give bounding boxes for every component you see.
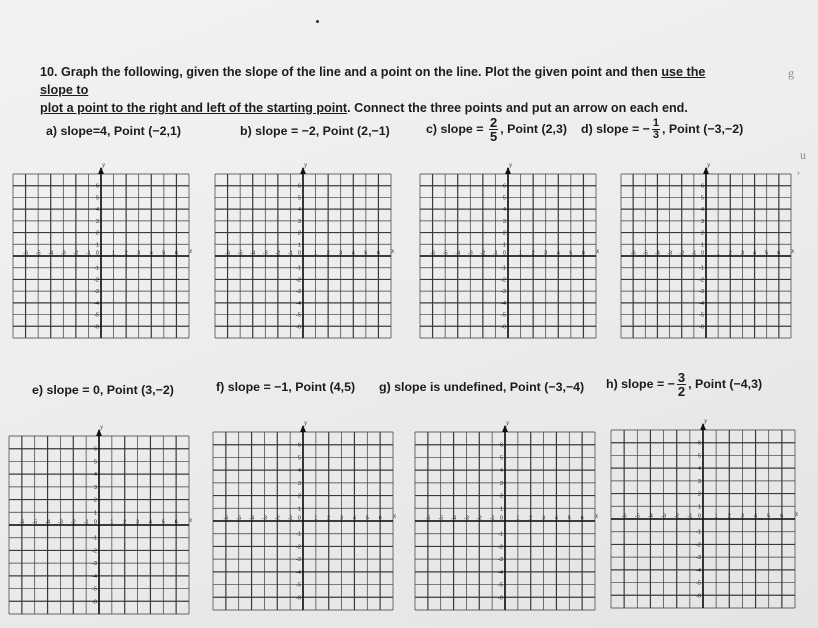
x-tick-label: 4: [554, 515, 558, 522]
x-tick-label: 3: [339, 250, 343, 257]
x-tick-label: 2: [123, 519, 127, 526]
x-tick-label: 1: [112, 250, 116, 257]
x-tick-label: -6: [225, 250, 231, 257]
y-tick-label: -5: [696, 580, 701, 587]
problem-d-suffix: , Point (−3,−2): [661, 121, 744, 136]
x-tick-label: 4: [148, 519, 152, 526]
y-tick-label: -6: [501, 324, 506, 331]
y-axis-label: y: [304, 161, 308, 169]
y-tick-label: 4: [297, 207, 301, 214]
x-tick-label: -1: [489, 515, 495, 522]
y-tick-label: 6: [697, 440, 701, 447]
y-tick-label: -2: [501, 277, 506, 284]
problem-d-denominator: 3: [652, 129, 659, 141]
y-axis-label: y: [506, 419, 510, 427]
x-tick-label: 1: [516, 515, 520, 522]
x-tick-label: 3: [137, 250, 141, 257]
origin-label: 0: [502, 250, 506, 257]
origin-label: 0: [95, 250, 99, 257]
x-tick-label: 3: [340, 515, 344, 522]
y-tick-label: 1: [297, 242, 301, 249]
x-tick-label: 2: [326, 250, 330, 257]
y-tick-label: -3: [296, 557, 301, 564]
y-axis-label: y: [509, 161, 513, 169]
graph-grid-h[interactable]: [608, 416, 798, 612]
graph-grid-e[interactable]: [6, 422, 192, 618]
x-tick-label: 4: [351, 250, 355, 257]
x-tick-label: 6: [580, 515, 584, 522]
y-tick-label: -5: [94, 312, 99, 319]
y-tick-label: -6: [92, 599, 97, 606]
y-tick-label: -2: [94, 277, 99, 284]
y-tick-label: -4: [94, 300, 99, 307]
y-tick-label: 4: [700, 207, 704, 214]
x-tick-label: -5: [35, 250, 41, 257]
y-tick-label: -1: [699, 265, 704, 272]
y-tick-label: -2: [498, 544, 503, 551]
y-tick-label: 2: [93, 497, 97, 504]
y-tick-label: -4: [498, 569, 503, 576]
origin-label: 0: [297, 250, 301, 257]
problem-c-label: [426, 116, 567, 143]
y-tick-label: -5: [501, 312, 506, 319]
y-tick-label: 1: [502, 242, 506, 249]
y-tick-label: 5: [697, 453, 701, 460]
origin-label: 0: [697, 513, 701, 520]
x-tick-label: 1: [519, 250, 523, 257]
y-tick-label: 3: [297, 218, 301, 225]
y-tick-label: 2: [95, 230, 99, 237]
x-tick-label: -3: [661, 513, 667, 520]
y-tick-label: -5: [498, 582, 503, 589]
x-tick-label: -4: [451, 515, 457, 522]
y-tick-label: -1: [696, 529, 701, 536]
y-tick-label: -5: [296, 312, 301, 319]
x-tick-label: 6: [174, 519, 178, 526]
x-tick-label: -5: [642, 250, 648, 257]
y-tick-label: -6: [296, 595, 301, 602]
y-tick-label: -2: [296, 544, 301, 551]
y-tick-label: -1: [498, 531, 503, 538]
instructions-underlined-1: use the slope to: [40, 65, 706, 97]
y-axis-label: y: [100, 423, 104, 431]
y-tick-label: 1: [499, 506, 503, 513]
x-tick-label: -5: [442, 250, 448, 257]
y-tick-label: -4: [696, 567, 701, 574]
y-tick-label: 3: [499, 480, 503, 487]
x-tick-label: -1: [83, 519, 89, 526]
x-axis-label: x: [391, 247, 394, 255]
y-tick-label: 5: [499, 455, 503, 462]
problem-h-prefix: h) slope = −: [606, 376, 675, 391]
y-tick-label: 2: [502, 230, 506, 237]
y-tick-label: -6: [696, 593, 701, 600]
y-axis-label: y: [102, 161, 106, 169]
problem-c-numerator: 2: [489, 115, 498, 130]
x-tick-label: 6: [581, 250, 585, 257]
x-tick-label: -4: [654, 250, 660, 257]
y-tick-label: 5: [502, 195, 506, 202]
y-tick-label: 4: [697, 466, 701, 473]
x-tick-label: -6: [621, 513, 627, 520]
y-tick-label: -3: [498, 557, 503, 564]
y-tick-label: 6: [93, 446, 97, 453]
y-tick-label: -3: [696, 555, 701, 562]
graph-grid-d[interactable]: [618, 160, 794, 342]
problem-h-suffix: , Point (−4,3): [688, 376, 763, 391]
x-tick-label: 6: [378, 515, 382, 522]
x-tick-label: -5: [32, 519, 38, 526]
graph-grid-f[interactable]: [210, 418, 396, 614]
y-tick-label: 5: [297, 195, 301, 202]
x-axis-label: x: [596, 247, 599, 255]
x-tick-label: -4: [250, 250, 256, 257]
x-tick-label: 5: [364, 250, 368, 257]
x-tick-label: 5: [567, 515, 571, 522]
y-tick-label: -5: [92, 586, 97, 593]
y-tick-label: -3: [699, 289, 704, 296]
x-tick-label: -1: [691, 250, 697, 257]
y-tick-label: 6: [95, 183, 99, 190]
problem-c-denominator: 5: [489, 129, 498, 144]
origin-label: 0: [700, 250, 704, 257]
x-tick-label: 5: [569, 250, 573, 257]
y-tick-label: 4: [95, 207, 99, 214]
y-axis-label: y: [704, 417, 708, 425]
x-tick-label: -1: [287, 250, 293, 257]
x-tick-label: 2: [728, 250, 732, 257]
y-tick-label: -5: [296, 582, 301, 589]
x-tick-label: -1: [85, 250, 91, 257]
problem-d-numerator: 1: [652, 117, 659, 129]
x-tick-label: 6: [780, 513, 784, 520]
y-tick-label: -6: [699, 324, 704, 331]
x-axis-label: x: [595, 512, 598, 520]
y-tick-label: -3: [501, 289, 506, 296]
y-tick-label: 6: [499, 442, 503, 449]
y-tick-label: 1: [95, 242, 99, 249]
x-tick-label: 1: [714, 513, 718, 520]
problem-h-label: [606, 371, 762, 398]
y-tick-label: -4: [501, 300, 506, 307]
y-tick-label: -6: [498, 595, 503, 602]
x-tick-label: 2: [727, 513, 731, 520]
instructions-text-2: . Connect the three points and put an arrow on each end.: [347, 101, 688, 115]
y-tick-label: 6: [297, 183, 301, 190]
y-tick-label: 6: [502, 183, 506, 190]
graph-grid-a[interactable]: [10, 160, 192, 342]
x-tick-label: 5: [365, 515, 369, 522]
x-tick-label: 1: [110, 519, 114, 526]
x-tick-label: 4: [753, 250, 757, 257]
x-tick-label: -6: [23, 250, 29, 257]
problem-d-prefix: d) slope = −: [581, 121, 650, 136]
x-tick-label: 4: [754, 513, 758, 520]
problem-b-label: b) slope = −2, Point (2,−1): [240, 124, 390, 138]
y-tick-label: -2: [696, 542, 701, 549]
instructions-text-1: 10. Graph the following, given the slope of the line and a point on the line. Plot the given point and then: [40, 65, 662, 79]
y-tick-label: 3: [93, 484, 97, 491]
x-tick-label: -4: [45, 519, 51, 526]
x-tick-label: 3: [542, 515, 546, 522]
x-tick-label: 1: [314, 515, 318, 522]
y-tick-label: 2: [499, 493, 503, 500]
x-tick-label: -3: [261, 515, 267, 522]
x-tick-label: -3: [262, 250, 268, 257]
x-tick-label: 5: [767, 513, 771, 520]
margin-mark-u: u: [800, 148, 806, 162]
y-tick-label: 6: [700, 183, 704, 190]
problem-h-denominator: 2: [677, 384, 686, 399]
y-tick-label: 3: [95, 218, 99, 225]
x-tick-label: -4: [647, 513, 653, 520]
x-axis-label: x: [791, 247, 794, 255]
problem-f-label: f) slope = −1, Point (4,5): [216, 380, 356, 394]
x-tick-label: -3: [463, 515, 469, 522]
margin-mark-g: g: [788, 66, 794, 80]
margin-mark-comma: ,: [797, 162, 800, 176]
y-tick-label: 2: [297, 230, 301, 237]
x-tick-label: -2: [70, 519, 76, 526]
x-tick-label: 3: [544, 250, 548, 257]
y-tick-label: 2: [700, 230, 704, 237]
page-speck: [316, 20, 319, 23]
y-tick-label: -5: [699, 312, 704, 319]
y-tick-label: -6: [296, 324, 301, 331]
x-tick-label: -1: [287, 515, 293, 522]
y-tick-label: 2: [697, 491, 701, 498]
y-tick-label: 3: [502, 218, 506, 225]
y-tick-label: -1: [501, 265, 506, 272]
y-tick-label: -1: [296, 531, 301, 538]
y-tick-label: -1: [92, 535, 97, 542]
x-tick-label: 3: [136, 519, 140, 526]
x-tick-label: -2: [275, 250, 281, 257]
y-tick-label: -1: [296, 265, 301, 272]
x-tick-label: -1: [492, 250, 498, 257]
x-tick-label: -2: [679, 250, 685, 257]
x-tick-label: 4: [149, 250, 153, 257]
x-tick-label: 1: [716, 250, 720, 257]
x-tick-label: -6: [223, 515, 229, 522]
x-tick-label: -5: [438, 515, 444, 522]
instructions: [40, 63, 740, 117]
x-tick-label: -2: [73, 250, 79, 257]
x-tick-label: -3: [57, 519, 63, 526]
x-tick-label: -3: [467, 250, 473, 257]
x-tick-label: -2: [274, 515, 280, 522]
x-tick-label: 3: [740, 250, 744, 257]
x-axis-label: x: [795, 510, 798, 518]
x-tick-label: 2: [124, 250, 128, 257]
problem-h-numerator: 3: [677, 370, 686, 385]
y-tick-label: -4: [92, 573, 97, 580]
x-tick-label: -3: [667, 250, 673, 257]
y-tick-label: 1: [697, 504, 701, 511]
x-axis-label: x: [393, 512, 396, 520]
x-tick-label: 5: [161, 519, 165, 526]
graph-grid-g[interactable]: [412, 418, 598, 614]
y-tick-label: 5: [95, 195, 99, 202]
y-tick-label: 5: [297, 455, 301, 462]
x-tick-label: -5: [634, 513, 640, 520]
x-axis-label: x: [189, 247, 192, 255]
y-tick-label: -3: [92, 561, 97, 568]
problem-c-fraction: [489, 116, 498, 143]
x-tick-label: 3: [740, 513, 744, 520]
origin-label: 0: [499, 515, 503, 522]
x-tick-label: -6: [430, 250, 436, 257]
y-tick-label: 1: [700, 242, 704, 249]
y-tick-label: 4: [297, 468, 301, 475]
y-axis-label: y: [304, 419, 308, 427]
x-tick-label: -6: [19, 519, 25, 526]
x-tick-label: -5: [237, 250, 243, 257]
y-tick-label: 1: [93, 510, 97, 517]
x-tick-label: 2: [529, 515, 533, 522]
x-tick-label: -2: [476, 515, 482, 522]
problem-a-label: a) slope=4, Point (−2,1): [46, 124, 181, 138]
y-tick-label: 1: [297, 506, 301, 513]
x-tick-label: 4: [556, 250, 560, 257]
graph-grid-b[interactable]: [212, 160, 394, 342]
x-tick-label: 6: [174, 250, 178, 257]
x-tick-label: -1: [687, 513, 693, 520]
x-tick-label: 5: [765, 250, 769, 257]
y-tick-label: -1: [94, 265, 99, 272]
problem-d-fraction: [652, 118, 660, 141]
problem-h-fraction: [677, 371, 686, 398]
x-tick-label: 6: [376, 250, 380, 257]
y-tick-label: 3: [297, 480, 301, 487]
instructions-underlined-2: plot a point to the right and left of the starting point: [40, 101, 348, 115]
x-tick-label: -4: [455, 250, 461, 257]
x-tick-label: 2: [327, 515, 331, 522]
x-tick-label: 6: [777, 250, 781, 257]
y-tick-label: -2: [699, 277, 704, 284]
problem-g-label: g) slope is undefined, Point (−3,−4): [379, 380, 585, 394]
y-tick-label: 3: [697, 478, 701, 485]
x-tick-label: 2: [531, 250, 535, 257]
problem-e-label: e) slope = 0, Point (3,−2): [32, 383, 174, 397]
y-tick-label: 4: [502, 207, 506, 214]
y-tick-label: -6: [94, 324, 99, 331]
x-tick-label: -5: [236, 515, 242, 522]
y-tick-label: 6: [297, 442, 301, 449]
problem-c-prefix: c) slope =: [426, 121, 487, 136]
x-axis-label: x: [189, 516, 192, 524]
y-tick-label: 5: [93, 459, 97, 466]
y-tick-label: -3: [296, 289, 301, 296]
x-tick-label: -3: [60, 250, 66, 257]
y-tick-label: -2: [296, 277, 301, 284]
x-tick-label: 1: [314, 250, 318, 257]
y-tick-label: 3: [700, 218, 704, 225]
graph-grid-c[interactable]: [417, 160, 599, 342]
y-tick-label: -4: [296, 569, 301, 576]
y-tick-label: 4: [499, 468, 503, 475]
x-tick-label: 5: [162, 250, 166, 257]
x-tick-label: -6: [630, 250, 636, 257]
y-tick-label: 2: [297, 493, 301, 500]
y-tick-label: -4: [296, 300, 301, 307]
origin-label: 0: [93, 519, 97, 526]
x-tick-label: -4: [48, 250, 54, 257]
problem-c-suffix: , Point (2,3): [500, 121, 567, 136]
x-tick-label: -2: [674, 513, 680, 520]
x-tick-label: -4: [249, 515, 255, 522]
problem-d-label: [581, 118, 743, 141]
y-tick-label: 5: [700, 195, 704, 202]
y-tick-label: -2: [92, 548, 97, 555]
x-tick-label: -6: [425, 515, 431, 522]
y-tick-label: 4: [93, 472, 97, 479]
y-tick-label: -4: [699, 300, 704, 307]
x-tick-label: -2: [480, 250, 486, 257]
y-tick-label: -3: [94, 289, 99, 296]
y-axis-label: y: [707, 161, 711, 169]
x-tick-label: 4: [352, 515, 356, 522]
origin-label: 0: [297, 515, 301, 522]
